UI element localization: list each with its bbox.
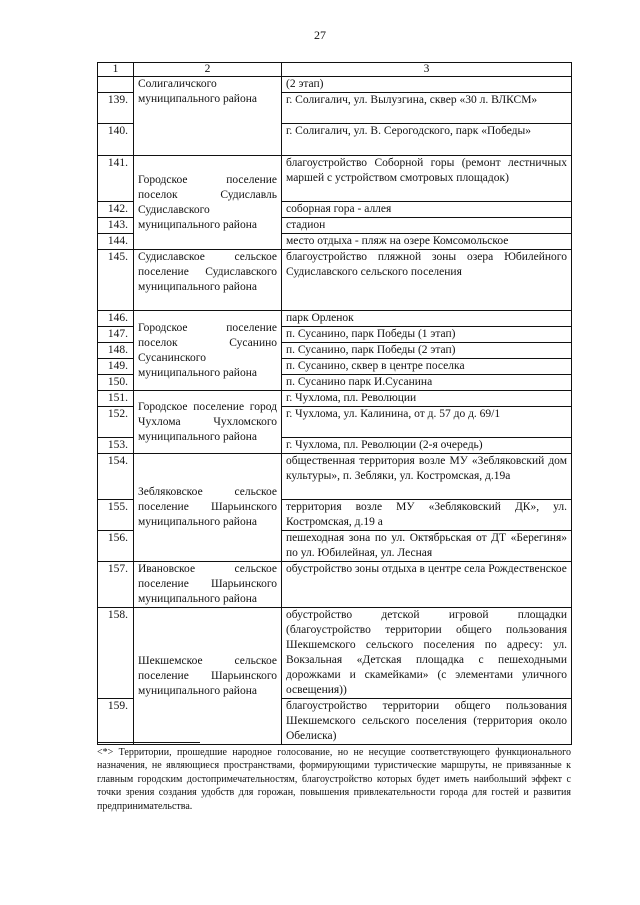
row-number: 148. [98,343,134,359]
territory-cell: г. Чухлома, ул. Калинина, от д. 57 до д. 69/1 [282,407,572,438]
municipality-cell: Шекшемское сельское поселение Шарьинского муниципального района [134,608,282,745]
territory-cell: п. Сусанино, сквер в центре поселка [282,359,572,375]
territory-cell: благоустройство территории общего пользования Шекшемского сельского поселения (территория около Обелиска) [282,699,572,745]
row-number: 143. [98,218,134,234]
table-row [98,562,572,608]
row-number: 146. [98,311,134,327]
table-row [98,311,572,327]
row-number: 139. [98,93,134,124]
row-number: 159. [98,699,134,745]
row-number: 140. [98,124,134,156]
row-number: 156. [98,531,134,562]
territory-cell: г. Солигалич, ул. Вылузгина, сквер «30 л. ВЛКСМ» [282,93,572,124]
table-header [98,63,572,77]
row-number: 145. [98,250,134,311]
territory-cell: соборная гора - аллея [282,202,572,218]
territory-cell: п. Сусанино, парк Победы (1 этап) [282,327,572,343]
row-number: 147. [98,327,134,343]
row-number: 151. [98,391,134,407]
row-number: 150. [98,375,134,391]
municipality-cell: Зебляковское сельское поселение Шарьинского муниципального района [134,454,282,562]
territory-cell: территория возле МУ «Зебляковский ДК», ул. Костромская, д.19 а [282,500,572,531]
territory-cell: г. Чухлома, пл. Революции [282,391,572,407]
territory-cell: п. Сусанино парк И.Сусанина [282,375,572,391]
row-number: 157. [98,562,134,608]
territory-cell: г. Солигалич, ул. В. Серогодского, парк «Победы» [282,124,572,156]
table-row [98,391,572,407]
territory-cell: место отдыха - пляж на озере Комсомольское [282,234,572,250]
municipality-cell: Городское поселение поселок Судиславль Судиславского муниципального района [134,156,282,250]
territory-cell: парк Орленок [282,311,572,327]
row-number: 155. [98,500,134,531]
territory-cell: г. Чухлома, пл. Революции (2-я очередь) [282,438,572,454]
page-number: 27 [314,28,326,42]
municipality-cell: Городское поселение поселок Сусанино Сусанинского муниципального района [134,311,282,391]
territory-cell: обустройство зоны отдыха в центре села Рождественское [282,562,572,608]
territory-cell: обустройство детской игровой площадки (благоустройство территории общего пользования Шекшемского сельского поселения по адресу: ул. Вокзальная «Детская площадка с пешеходными дорожками и скамейками» (с элементами уличного освещения)) [282,608,572,699]
municipality-cell: Солигаличского муниципального района [134,77,282,156]
table-row [98,608,572,699]
row-number: 158. [98,608,134,699]
municipality-cell: Судиславское сельское поселение Судиславского муниципального района [134,250,282,311]
row-number: 153. [98,438,134,454]
municipality-cell: Ивановское сельское поселение Шарьинского муниципального района [134,562,282,608]
territory-cell: (2 этап) [282,77,572,93]
row-number: 141. [98,156,134,202]
row-number: 142. [98,202,134,218]
territory-cell: благоустройство пляжной зоны озера Юбилейного Судиславского сельского поселения [282,250,572,311]
territories-table [97,62,572,745]
row-number [98,77,134,93]
table-row [98,454,572,500]
footnote: <*> Территории, прошедшие народное голосование, но не несущие соответствующего функционального назначения, не являющиеся пространствами, формирующими туристические маршруты, не привязанные к главным городским достопримечательностям, благоустройство которых будет иметь наибольший эффект с точки зрения создания удобств для горожан, повышения привлекательности города для гостей и развития предпринимательства. [97,747,571,812]
territory-cell: пешеходная зона по ул. Октябрьская от ДТ «Берегиня» по ул. Юбилейная, ул. Лесная [282,531,572,562]
territory-cell: общественная территория возле МУ «Зебляковский дом культуры», п. Зебляки, ул. Костромская, д.19а [282,454,572,500]
territory-cell: п. Сусанино, парк Победы (2 этап) [282,343,572,359]
row-number: 149. [98,359,134,375]
row-number: 152. [98,407,134,438]
row-number: 144. [98,234,134,250]
footnote-divider [97,742,200,743]
column-header: 1 [98,63,134,77]
territory-cell: благоустройство Соборной горы (ремонт лестничных маршей с устройством смотровых площадок) [282,156,572,202]
column-header: 2 [134,63,282,77]
row-number: 154. [98,454,134,500]
table-row [98,77,572,93]
municipality-cell: Городское поселение город Чухлома Чухломского муниципального района [134,391,282,454]
column-header: 3 [282,63,572,77]
table-row [98,156,572,202]
table-row [98,250,572,311]
territory-cell: стадион [282,218,572,234]
